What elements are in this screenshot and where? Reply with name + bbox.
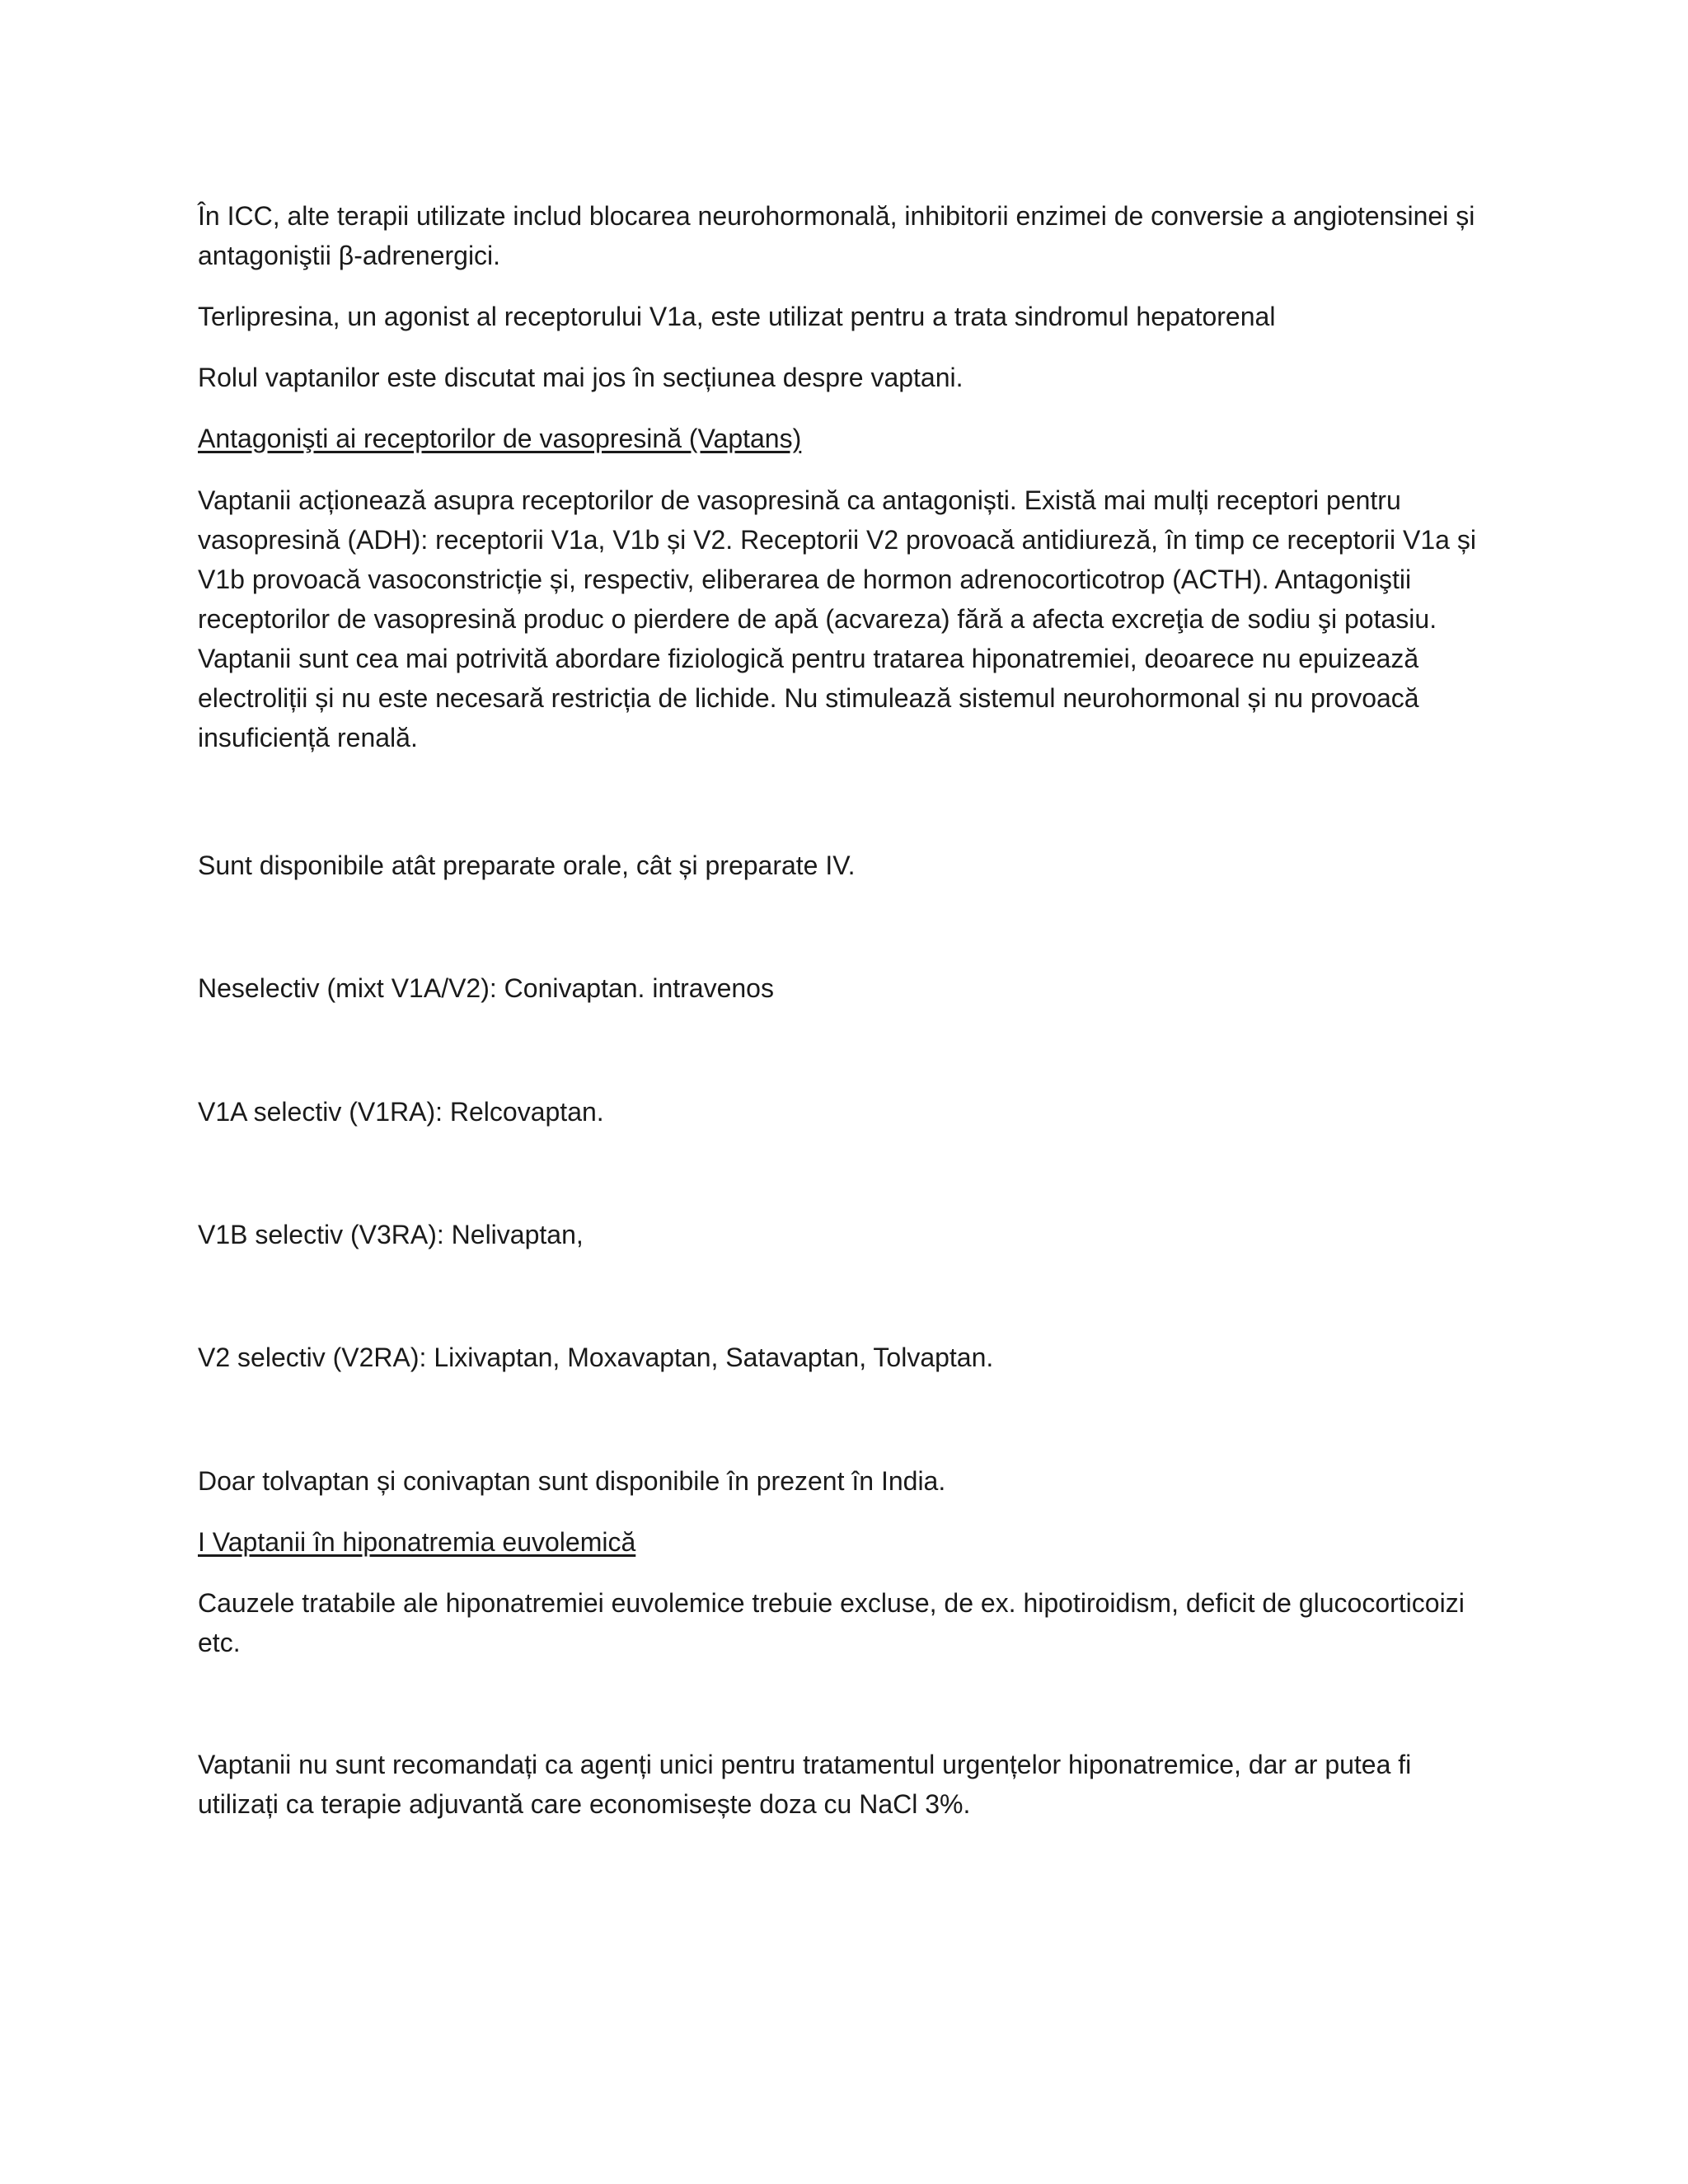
paragraph-nonselective: Neselectiv (mixt V1A/V2): Conivaptan. intravenos bbox=[198, 973, 774, 1003]
paragraph-v1b-selective: V1B selectiv (V3RA): Nelivaptan, bbox=[198, 1220, 584, 1249]
paragraph-icc-therapies: În ICC, alte terapii utilizate includ blocarea neurohormonală, inhibitorii enzimei de conversie a angiotensinei și antagoniştii β-adrenergici. bbox=[198, 201, 1475, 270]
section-heading-euvolemic: I Vaptanii în hiponatremia euvolemică bbox=[198, 1527, 636, 1557]
paragraph-terlipresin: Terlipresina, un agonist al receptorului V1a, este utilizat pentru a trata sindromul hepatorenal bbox=[198, 302, 1276, 331]
paragraph-treatable-causes: Cauzele tratabile ale hiponatremiei euvolemice trebuie excluse, de ex. hipotiroidism, deficit de glucocorticoizi etc. bbox=[198, 1588, 1465, 1657]
section-heading-vaptans: Antagonişti ai receptorilor de vasopresină (Vaptans) bbox=[198, 424, 802, 453]
paragraph-v1a-selective: V1A selectiv (V1RA): Relcovaptan. bbox=[198, 1097, 604, 1127]
paragraph-vaptan-role: Rolul vaptanilor este discutat mai jos în secțiunea despre vaptani. bbox=[198, 363, 964, 392]
paragraph-v2-selective: V2 selectiv (V2RA): Lixivaptan, Moxavaptan, Satavaptan, Tolvaptan. bbox=[198, 1343, 994, 1372]
paragraph-vaptan-mechanism: Vaptanii acționează asupra receptorilor de vasopresină ca antagoniști. Există mai mulți receptori pentru vasopresină (ADH): receptorii V1a, V1b și V2. Receptorii V2 provoacă antidiureză, în timp ce receptorii V1a și V1b provoacă vasoconstricție și, respectiv, eliberarea de hormon adrenocorticotrop (ACTH). Antagoniştii receptorilor de vasopresină produc o pierdere de apă (acvareza) fără a afecta excreţia de sodiu şi potasiu. Vaptanii sunt cea mai potrivită abordare fiziologică pentru tratarea hiponatremiei, deoarece nu epuizează electroliții și nu este necesară restricția de lichide. Nu stimulează sistemul neurohormonal și nu provoacă insuficiență renală. bbox=[198, 485, 1476, 752]
paragraph-preparations: Sunt disponibile atât preparate orale, cât și preparate IV. bbox=[198, 851, 856, 880]
paragraph-not-recommended: Vaptanii nu sunt recomandați ca agenți unici pentru tratamentul urgențelor hiponatremice, dar ar putea fi utilizați ca terapie adjuvantă care economisește doza cu NaCl 3%. bbox=[198, 1750, 1412, 1819]
paragraph-india-availability: Doar tolvaptan și conivaptan sunt disponibile în prezent în India. bbox=[198, 1466, 946, 1496]
